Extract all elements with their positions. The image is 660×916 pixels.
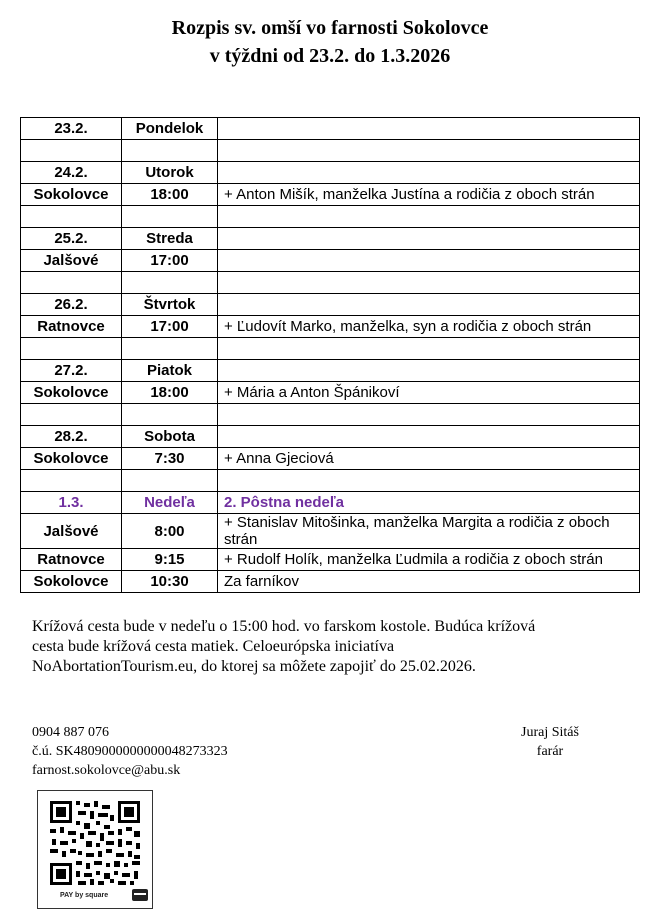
pay-by-square-qr bbox=[37, 790, 153, 909]
title-line-2: v týždni od 23.2. do 1.3.2026 bbox=[209, 45, 451, 67]
schedule-row bbox=[21, 294, 640, 316]
schedule-cell-intention: + Anna Gjeciová bbox=[218, 448, 640, 470]
schedule-cell-intention bbox=[218, 118, 640, 140]
schedule-row bbox=[21, 492, 640, 514]
schedule-row bbox=[21, 448, 640, 470]
schedule-cell-time-or-day: 10:30 bbox=[122, 571, 218, 593]
schedule-cell-time-or-day bbox=[122, 272, 218, 294]
schedule-cell-intention: Za farníkov bbox=[218, 571, 640, 593]
schedule-cell-time-or-day: 9:15 bbox=[122, 549, 218, 571]
schedule-row bbox=[21, 404, 640, 426]
schedule-cell-intention bbox=[218, 250, 640, 272]
schedule-row bbox=[21, 118, 640, 140]
schedule-cell-time-or-day bbox=[122, 206, 218, 228]
schedule-cell-place-or-date: 23.2. bbox=[21, 118, 122, 140]
schedule-cell-intention bbox=[218, 426, 640, 448]
schedule-cell-time-or-day: 7:30 bbox=[122, 448, 218, 470]
schedule-row bbox=[21, 140, 640, 162]
schedule-cell-place-or-date: Jalšové bbox=[21, 514, 122, 549]
schedule-cell-intention bbox=[218, 272, 640, 294]
schedule-row bbox=[21, 162, 640, 184]
schedule-cell-time-or-day bbox=[122, 338, 218, 360]
schedule-row bbox=[21, 426, 640, 448]
notice-line-2: cesta bude krížová cesta matiek. Celoeurópska iniciatíva bbox=[32, 638, 395, 655]
schedule-row bbox=[21, 316, 640, 338]
schedule-cell-place-or-date bbox=[21, 338, 122, 360]
schedule-cell-intention bbox=[218, 162, 640, 184]
schedule-row bbox=[21, 549, 640, 571]
schedule-row bbox=[21, 514, 640, 549]
notice-line-3: NoAbortationTourism.eu, do ktorej sa môžete zapojiť do 25.02.2026. bbox=[32, 658, 476, 675]
schedule-cell-intention bbox=[218, 294, 640, 316]
schedule-cell-intention: + Mária a Anton Špánikoví bbox=[218, 382, 640, 404]
schedule-row bbox=[21, 382, 640, 404]
schedule-cell-time-or-day bbox=[122, 470, 218, 492]
schedule-cell-intention bbox=[218, 140, 640, 162]
qr-caption: PAY by square bbox=[60, 892, 109, 899]
schedule-cell-intention bbox=[218, 206, 640, 228]
schedule-cell-time-or-day: Piatok bbox=[122, 360, 218, 382]
schedule-cell-place-or-date: Sokolovce bbox=[21, 448, 122, 470]
schedule-cell-place-or-date bbox=[21, 272, 122, 294]
schedule-cell-place-or-date: Jalšové bbox=[21, 250, 122, 272]
schedule-cell-time-or-day: Štvrtok bbox=[122, 294, 218, 316]
schedule-cell-intention bbox=[218, 470, 640, 492]
schedule-cell-place-or-date bbox=[21, 404, 122, 426]
schedule-cell-intention: + Stanislav Mitošinka, manželka Margita a rodičia z oboch strán bbox=[218, 514, 640, 549]
schedule-cell-intention: + Rudolf Holík, manželka Ľudmila a rodičia z oboch strán bbox=[218, 549, 640, 571]
schedule-cell-time-or-day: Pondelok bbox=[122, 118, 218, 140]
schedule-cell-time-or-day: Nedeľa bbox=[122, 492, 218, 514]
schedule-cell-intention bbox=[218, 360, 640, 382]
schedule-cell-time-or-day: Utorok bbox=[122, 162, 218, 184]
schedule-cell-intention bbox=[218, 228, 640, 250]
signature-name: Juraj Sitáš bbox=[521, 725, 579, 740]
schedule-cell-place-or-date: 25.2. bbox=[21, 228, 122, 250]
schedule-cell-time-or-day: Sobota bbox=[122, 426, 218, 448]
schedule-cell-time-or-day: Streda bbox=[122, 228, 218, 250]
schedule-row bbox=[21, 338, 640, 360]
contact-block bbox=[32, 723, 228, 780]
schedule-row bbox=[21, 272, 640, 294]
schedule-cell-place-or-date: 24.2. bbox=[21, 162, 122, 184]
mass-schedule-table bbox=[20, 117, 640, 593]
schedule-cell-time-or-day: 18:00 bbox=[122, 382, 218, 404]
notice-text bbox=[32, 617, 632, 677]
schedule-cell-time-or-day: 17:00 bbox=[122, 316, 218, 338]
schedule-cell-time-or-day: 17:00 bbox=[122, 250, 218, 272]
schedule-cell-time-or-day bbox=[122, 404, 218, 426]
schedule-cell-place-or-date: Sokolovce bbox=[21, 382, 122, 404]
schedule-cell-place-or-date: 1.3. bbox=[21, 492, 122, 514]
schedule-cell-place-or-date: Sokolovce bbox=[21, 571, 122, 593]
contact-email: farnost.sokolovce@abu.sk bbox=[32, 763, 181, 778]
page-title bbox=[0, 14, 660, 70]
schedule-row bbox=[21, 360, 640, 382]
notice-line-1: Krížová cesta bude v nedeľu o 15:00 hod. vo farskom kostole. Budúca krížová bbox=[32, 618, 536, 635]
schedule-cell-place-or-date bbox=[21, 470, 122, 492]
signature-block bbox=[480, 723, 620, 761]
schedule-cell-place-or-date: 27.2. bbox=[21, 360, 122, 382]
schedule-cell-place-or-date bbox=[21, 140, 122, 162]
qr-code-icon bbox=[48, 799, 142, 887]
schedule-cell-place-or-date: Ratnovce bbox=[21, 316, 122, 338]
schedule-cell-intention: + Anton Mišík, manželka Justína a rodičia z oboch strán bbox=[218, 184, 640, 206]
schedule-row bbox=[21, 571, 640, 593]
schedule-cell-place-or-date: Sokolovce bbox=[21, 184, 122, 206]
schedule-row bbox=[21, 250, 640, 272]
schedule-row bbox=[21, 470, 640, 492]
schedule-cell-intention: 2. Pôstna nedeľa bbox=[218, 492, 640, 514]
schedule-cell-time-or-day bbox=[122, 140, 218, 162]
schedule-row bbox=[21, 228, 640, 250]
schedule-row bbox=[21, 184, 640, 206]
schedule-cell-place-or-date: 28.2. bbox=[21, 426, 122, 448]
schedule-cell-place-or-date: 26.2. bbox=[21, 294, 122, 316]
schedule-cell-intention bbox=[218, 404, 640, 426]
contact-phone: 0904 887 076 bbox=[32, 725, 109, 740]
schedule-cell-time-or-day: 8:00 bbox=[122, 514, 218, 549]
schedule-cell-place-or-date bbox=[21, 206, 122, 228]
schedule-row bbox=[21, 206, 640, 228]
card-icon bbox=[132, 889, 148, 901]
schedule-cell-time-or-day: 18:00 bbox=[122, 184, 218, 206]
schedule-cell-intention bbox=[218, 338, 640, 360]
schedule-cell-intention: + Ľudovít Marko, manželka, syn a rodičia z oboch strán bbox=[218, 316, 640, 338]
signature-role: farár bbox=[536, 744, 564, 759]
title-line-1: Rozpis sv. omší vo farnosti Sokolovce bbox=[171, 17, 489, 39]
schedule-cell-place-or-date: Ratnovce bbox=[21, 549, 122, 571]
contact-account: č.ú. SK4809000000000048273323 bbox=[32, 744, 228, 759]
